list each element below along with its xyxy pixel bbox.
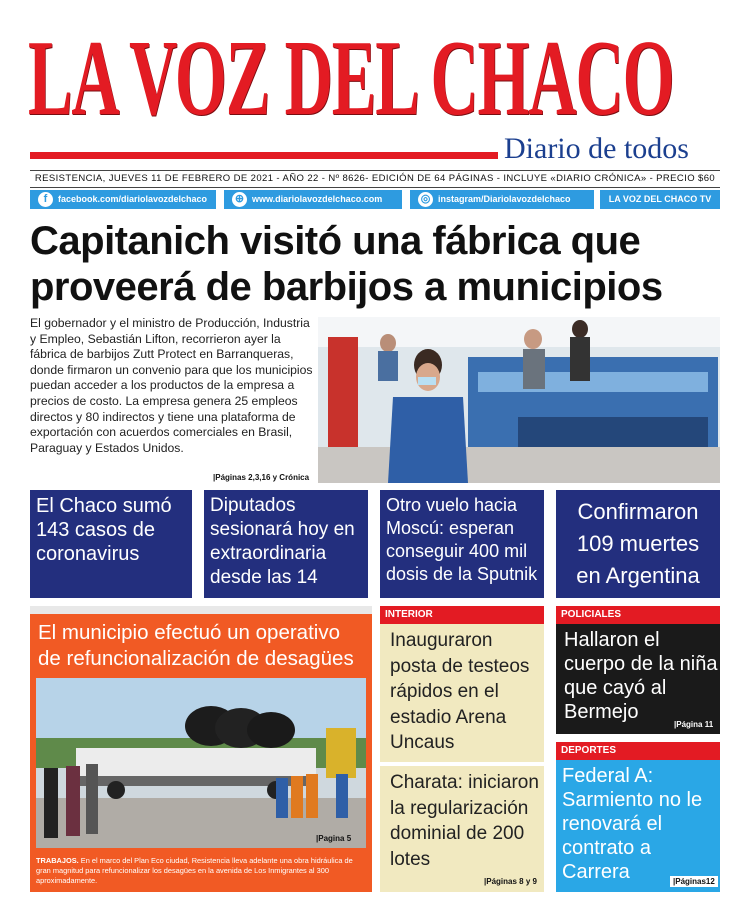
main-headline[interactable]: Capitanich visitó una fábrica que proveerá de barbijos a municipios [30, 219, 663, 309]
website-link[interactable] [224, 190, 402, 209]
feature-desagues[interactable] [30, 606, 372, 892]
masthead-tagline: Diario de todos [504, 132, 689, 165]
news-box-text: Diputados sesionará hoy en extraordinaria desde las 14 [210, 495, 355, 588]
feature-caption [36, 856, 368, 886]
news-box-muertes[interactable] [556, 490, 720, 598]
main-page-ref: | Páginas 2,3,16 y Crónica [213, 473, 309, 482]
facebook-link[interactable] [30, 190, 216, 209]
tv-link[interactable]: LA VOZ DEL CHACO TV [600, 190, 720, 209]
section-label-deportes[interactable]: DEPORTES [556, 742, 720, 760]
instagram-label: instagram/Diariolavozdelchaco [438, 194, 571, 204]
section-label-policiales[interactable]: POLICIALES [556, 606, 720, 624]
feature-page-ref: | Pagina 5 [316, 834, 351, 843]
interior-story-1[interactable] [380, 624, 544, 762]
dateline: RESISTENCIA, JUEVES 11 DE FEBRERO DE 2021 - AÑO 22 - Nº 8626- EDICIÓN DE 64 PÁGINAS - INCLUYE «DIARIO CRÓNICA» - PRECIO $60 [30, 170, 720, 188]
drainage-photo-illustration [36, 678, 366, 848]
policiales-page-ref: | Página 11 [674, 720, 713, 729]
feature-top-stripe [30, 606, 372, 614]
factory-photo-illustration [318, 317, 720, 483]
globe-icon: ⊕ [232, 192, 247, 207]
interior-story-2[interactable] [380, 766, 544, 892]
interior-page-ref: | Páginas 8 y 9 [484, 877, 537, 886]
deportes-story[interactable] [556, 760, 720, 892]
caption-text: En el marco del Plan Eco ciudad, Resistencia lleva adelante una obra hidráulica de gran magnitud para refuncionalizar los desagües en la avenida de Los Inmigrantes al 300 aproximadamente. [36, 856, 353, 885]
instagram-icon: ◎ [418, 192, 433, 207]
policiales-story[interactable] [556, 624, 720, 734]
masthead [0, 0, 750, 170]
main-lead: El gobernador y el ministro de Producción, Industria y Empleo, Sebastián Lifton, recorrieron ayer la fábrica de barbijos Zutt Protect en Barranqueras, donde firmaron un convenio para que los municipios puedan acceder a los productos de la empresa a precios de costo. La empresa genera 25 empleos directos y 80 indirectos y tiene una plataforma de exportación con acuerdos comerciales en Brasil, Paraguay y Estados Unidos. [30, 316, 313, 455]
deportes-page-ref: | Páginas12 [670, 876, 718, 887]
caption-lead: TRABAJOS. [36, 856, 79, 865]
news-box-text: Otro vuelo hacia Moscú: esperan conseguir 400 mil dosis de la Sputnik [386, 495, 538, 584]
news-box-text: Confirmaron 109 muertes en Argentina [576, 499, 700, 588]
facebook-icon: f [38, 192, 53, 207]
facebook-label: facebook.com/diariolavozdelchaco [58, 194, 208, 204]
interior-story-1-text: Inauguraron posta de testeos rápidos en el estadio Arena Uncaus [390, 630, 530, 753]
news-box-diputados[interactable] [204, 490, 368, 598]
masthead-red-rule [30, 152, 498, 159]
policiales-story-text: Hallaron el cuerpo de la niña que cayó al Bermejo [564, 629, 718, 723]
news-box-coronavirus[interactable] [30, 490, 192, 598]
deportes-story-text: Federal A: Sarmiento no le renovará el contrato a Carrera [562, 765, 703, 883]
news-box-sputnik[interactable] [380, 490, 544, 598]
interior-story-2-text: Charata: iniciaron la regularización dominial de 200 lotes [390, 772, 539, 870]
factory-photo[interactable] [318, 317, 720, 483]
drainage-works-photo[interactable] [36, 678, 366, 848]
newspaper-logo-title[interactable]: LA VOZ DEL CHACO [28, 19, 674, 138]
section-label-interior[interactable]: INTERIOR [380, 606, 544, 624]
news-box-text: El Chaco sumó 143 casos de coronavirus [36, 495, 172, 565]
instagram-link[interactable] [410, 190, 594, 209]
feature-headline: El municipio efectuó un operativo de refuncionalización de desagües [38, 621, 354, 670]
website-label: www.diariolavozdelchaco.com [252, 194, 383, 204]
